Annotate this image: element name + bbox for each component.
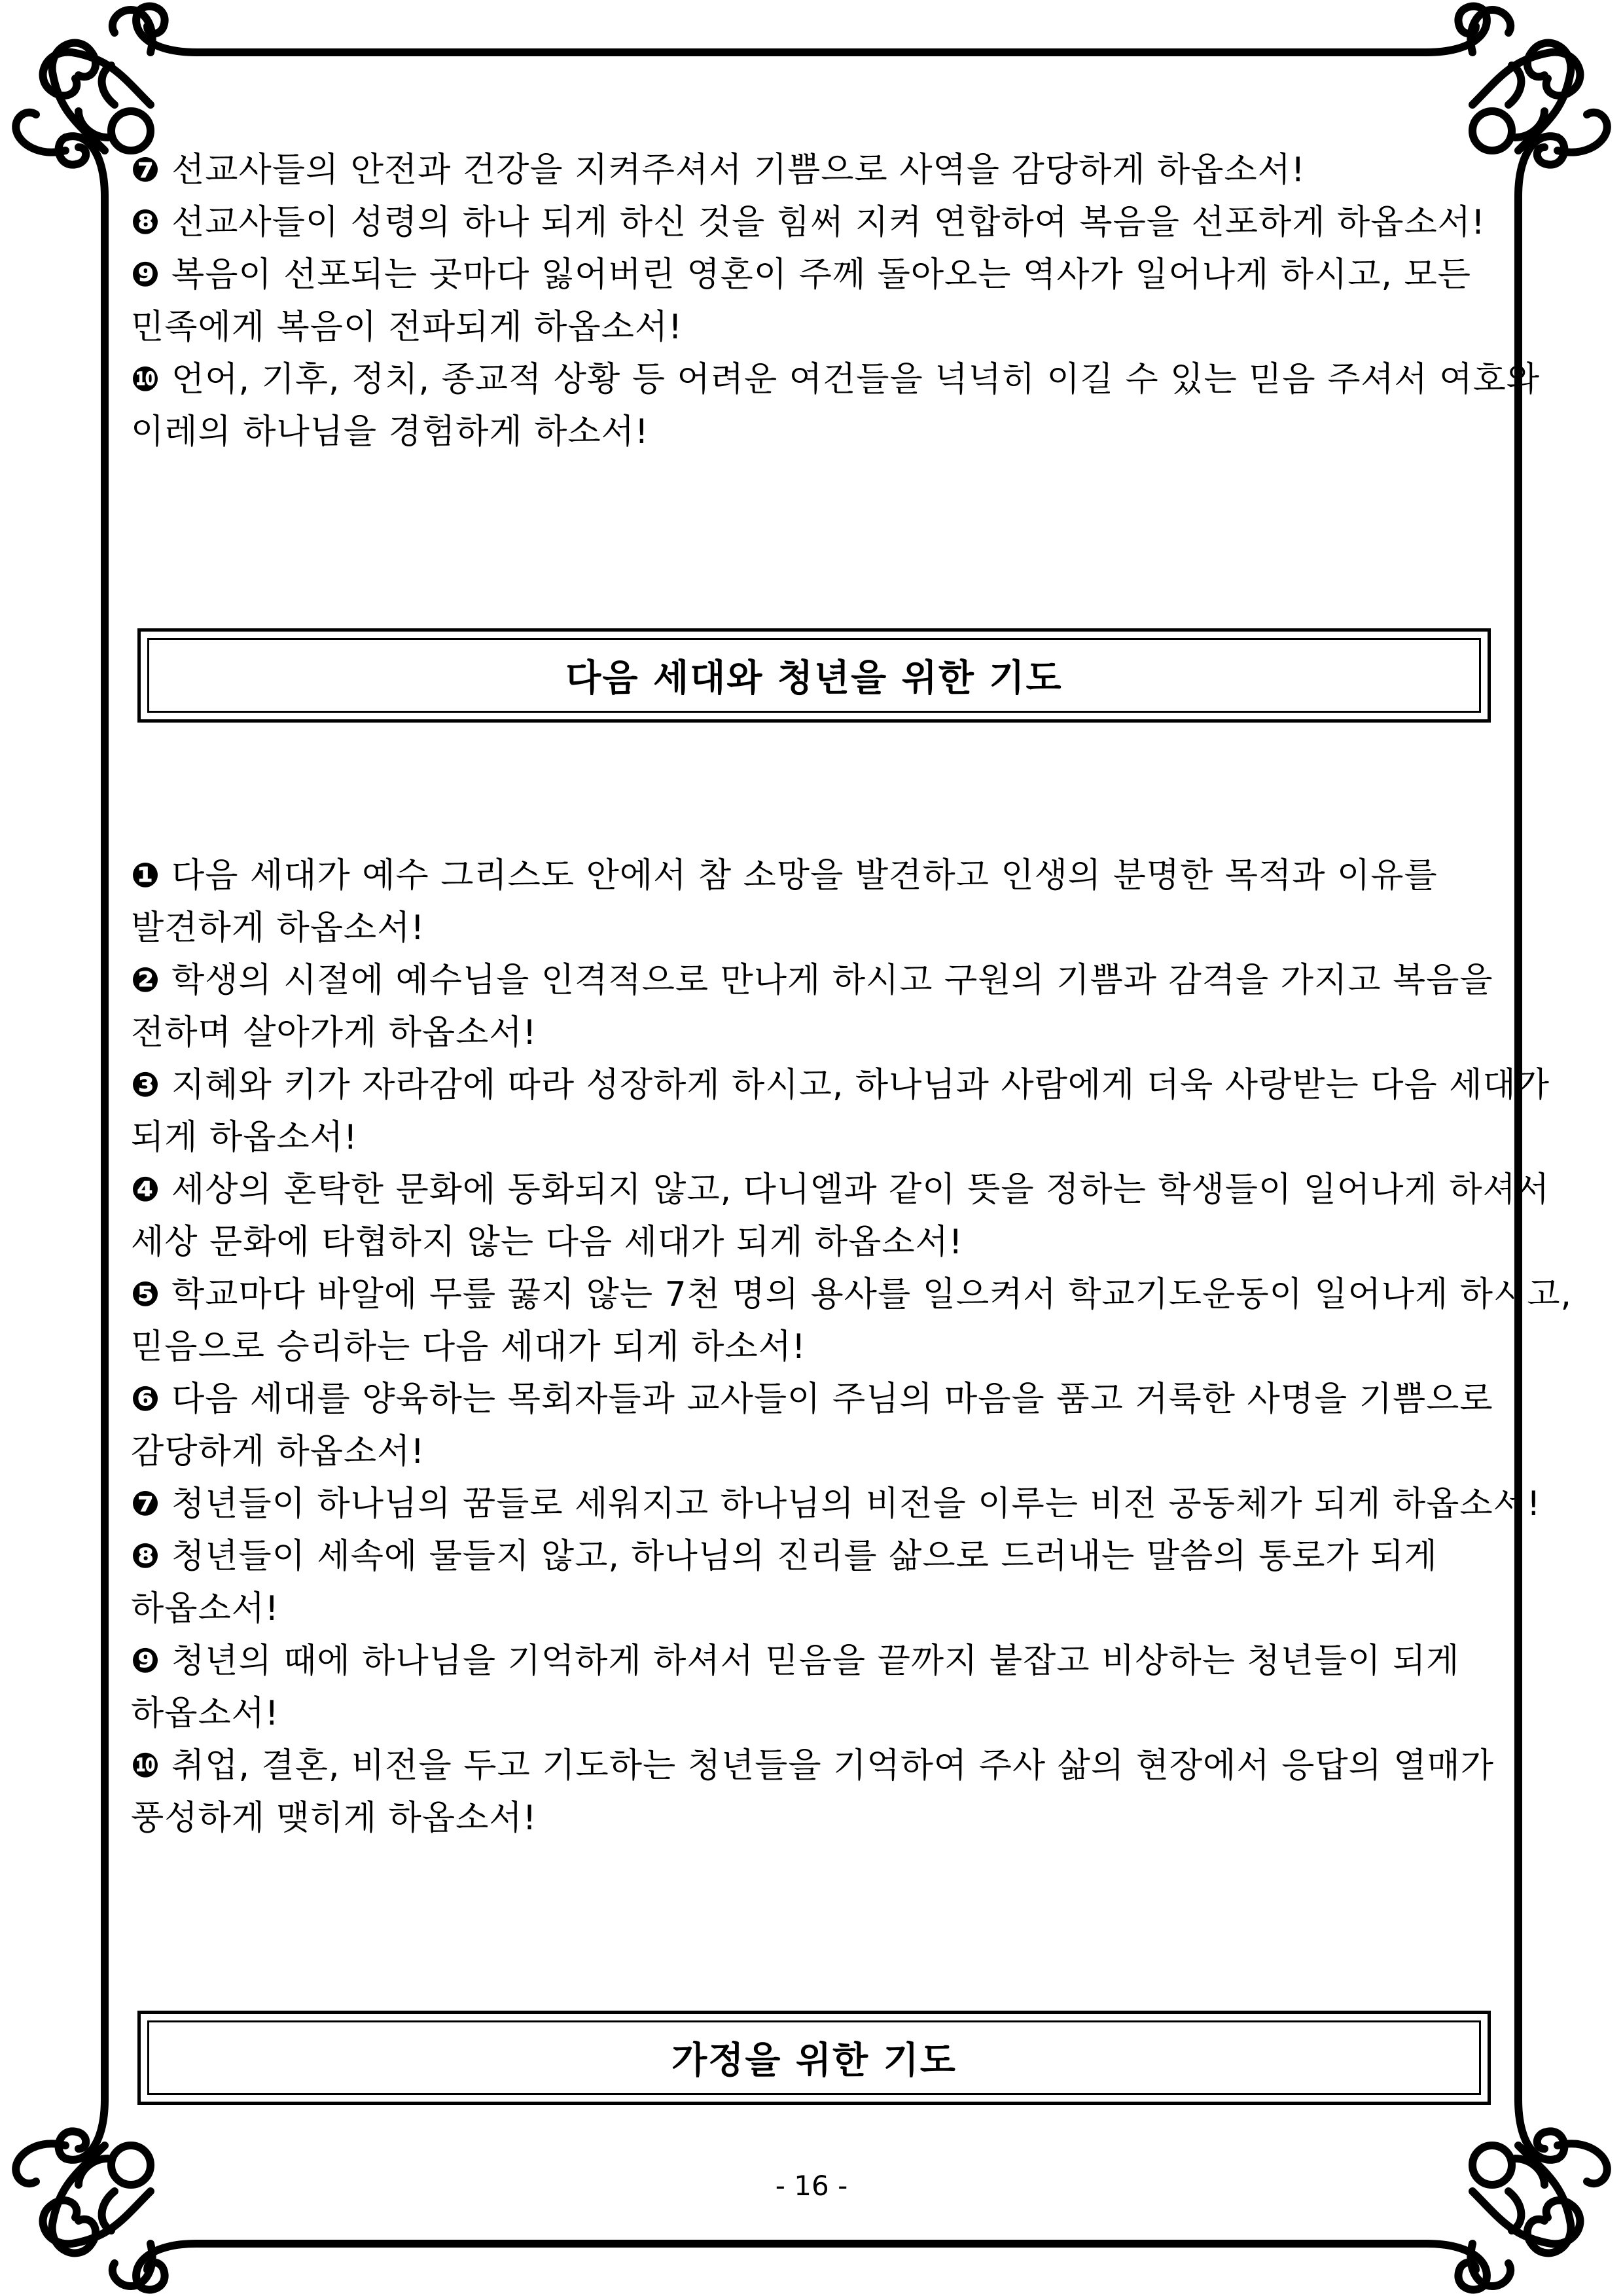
section-title-family: 가정을 위한 기도 (671, 2039, 957, 2082)
prayer-item-line (131, 1216, 1512, 1268)
item-number-marker: ❾ (131, 1641, 161, 1681)
prayer-item-text: 되게 하옵소서! (131, 1118, 358, 1157)
item-number-marker: ❶ (131, 856, 161, 895)
prayer-item-line (131, 1007, 1512, 1059)
section-heading-inner-border (147, 2020, 1481, 2095)
prayer-item-text: 언어, 기후, 정치, 종교적 상황 등 어려운 여건들을 넉넉히 이길 수 있는 믿음 주셔서 여호와 (171, 360, 1541, 399)
section-title-next-generation: 다음 세대와 청년을 위한 기도 (565, 657, 1063, 700)
prayer-item-text: 하옵소서! (131, 1589, 279, 1628)
item-number-marker: ❷ (131, 961, 161, 1000)
item-number-marker: ❾ (131, 255, 161, 295)
prayer-item-line (131, 850, 1512, 902)
section-heading-inner-border (147, 638, 1481, 713)
prayer-item-line (131, 1059, 1550, 1111)
prayer-item-text: 취업, 결혼, 비전을 두고 기도하는 청년들을 기억하여 주사 삶의 현장에서 응답의 열매가 (171, 1746, 1495, 1785)
prayer-item-text: 지혜와 키가 자라감에 따라 성장하게 하시고, 하나님과 사람에게 더욱 사랑받는 다음 세대가 (171, 1066, 1550, 1105)
prayer-item-line (131, 353, 1541, 406)
prayer-item-text: 전하며 살아가게 하옵소서! (131, 1013, 537, 1052)
item-number-marker: ❻ (131, 1380, 161, 1419)
prayer-item-text: 선교사들이 성령의 하나 되게 하신 것을 힘써 지켜 연합하여 복음을 선포하게 하옵소서! (171, 203, 1486, 242)
item-number-marker: ❼ (131, 1484, 161, 1524)
prayer-item-line (131, 1111, 1512, 1164)
prayer-item-text: 세상 문화에 타협하지 않는 다음 세대가 되게 하옵소서! (131, 1223, 963, 1262)
prayer-item-text: 선교사들의 안전과 건강을 지켜주셔서 기쁨으로 사역을 감당하게 하옵소서! (171, 151, 1306, 190)
prayer-item-line (131, 1583, 1512, 1635)
prayer-item-line (131, 1635, 1512, 1687)
prayer-item-line (131, 406, 1512, 458)
prayer-item-line (131, 301, 1512, 353)
item-number-marker: ❼ (131, 151, 161, 190)
prayer-item-line (131, 1373, 1512, 1426)
prayer-item-line (131, 954, 1512, 1007)
prayer-item-text: 이레의 하나님을 경험하게 하소서! (131, 412, 649, 452)
prayer-item-line (131, 1687, 1512, 1740)
item-number-marker: ❹ (131, 1170, 161, 1210)
prayer-item-line (131, 196, 1512, 249)
section-heading-box-family (137, 2011, 1491, 2105)
prayer-item-line (131, 1740, 1512, 1792)
item-number-marker: ❸ (131, 1066, 161, 1105)
prayer-item-text: 청년들이 세속에 물들지 않고, 하나님의 진리를 삶으로 드러내는 말씀의 통로가 되게 (171, 1537, 1438, 1576)
prayer-item-line (131, 1530, 1512, 1583)
prayer-item-line (131, 1426, 1512, 1478)
item-number-marker: ❿ (131, 360, 161, 399)
prayer-item-text: 청년의 때에 하나님을 기억하게 하셔서 믿음을 끝까지 붙잡고 비상하는 청년들이 되게 (171, 1641, 1460, 1681)
item-number-marker: ❽ (131, 1537, 161, 1576)
prayer-item-line (131, 144, 1512, 196)
prayer-item-line (131, 902, 1512, 954)
prayer-item-text: 감당하게 하옵소서! (131, 1432, 425, 1471)
item-number-marker: ❺ (131, 1275, 161, 1314)
item-number-marker: ❽ (131, 203, 161, 242)
prayer-item-text: 민족에게 복음이 전파되게 하옵소서! (131, 308, 683, 347)
prayer-item-text: 복음이 선포되는 곳마다 잃어버린 영혼이 주께 돌아오는 역사가 일어나게 하시고, 모든 (171, 255, 1471, 295)
item-number-marker: ❿ (131, 1746, 161, 1785)
prayer-item-text: 학생의 시절에 예수님을 인격적으로 만나게 하시고 구원의 기쁨과 감격을 가지고 복음을 (171, 961, 1493, 1000)
prayer-item-text: 다음 세대가 예수 그리스도 안에서 참 소망을 발견하고 인생의 분명한 목적과 이유를 (171, 856, 1438, 895)
prayer-item-text: 청년들이 하나님의 꿈들로 세워지고 하나님의 비전을 이루는 비전 공동체가 되게 하옵소서! (171, 1484, 1541, 1524)
section-heading-box-next-generation (137, 628, 1491, 723)
prayer-item-text: 믿음으로 승리하는 다음 세대가 되게 하소서! (131, 1327, 806, 1367)
prayer-item-line (131, 1478, 1541, 1530)
prayer-item-text: 다음 세대를 양육하는 목회자들과 교사들이 주님의 마음을 품고 거룩한 사명을 기쁨으로 (171, 1380, 1493, 1419)
prayer-item-text: 풍성하게 맺히게 하옵소서! (131, 1799, 537, 1838)
prayer-item-text: 발견하게 하옵소서! (131, 908, 425, 948)
prayer-item-line (131, 1164, 1550, 1216)
prayer-item-line (131, 1321, 1512, 1373)
prayer-item-line (131, 1792, 1512, 1844)
prayer-item-text: 세상의 혼탁한 문화에 동화되지 않고, 다니엘과 같이 뜻을 정하는 학생들이 일어나게 하셔서 (171, 1170, 1550, 1210)
prayer-item-line (131, 249, 1512, 301)
prayer-item-text: 하옵소서! (131, 1694, 279, 1733)
page-number: - 16 - (775, 2170, 848, 2202)
prayer-item-text: 학교마다 바알에 무릎 꿇지 않는 7천 명의 용사를 일으켜서 학교기도운동이 일어나게 하시고, (171, 1275, 1573, 1314)
prayer-item-line (131, 1268, 1573, 1321)
